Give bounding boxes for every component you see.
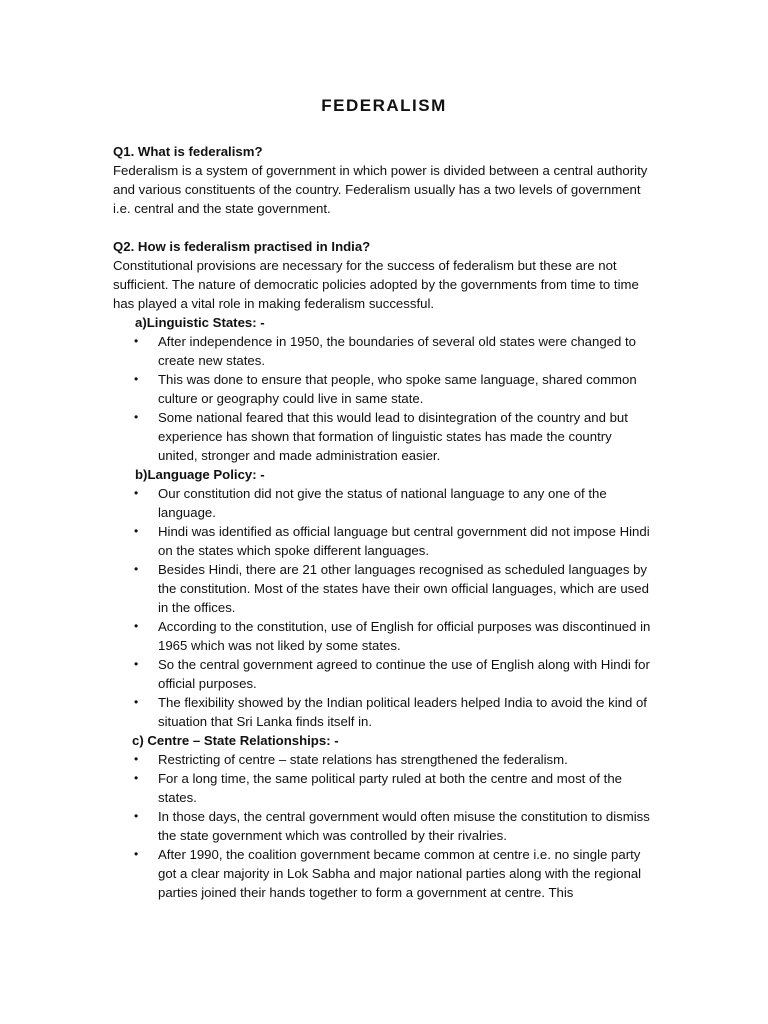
bullet-icon: • bbox=[134, 752, 139, 766]
list-item-text: For a long time, the same political party ruled at both the centre and most of the states. bbox=[158, 771, 623, 805]
bullet-icon: • bbox=[134, 334, 139, 348]
list-item-text: Some national feared that this would lead to disintegration of the country and but experience has shown that formation of linguistic states has made the country united, stronger and made administration easier. bbox=[158, 410, 628, 463]
list-item-text: This was done to ensure that people, who spoke same language, shared common culture or geography could live in same state. bbox=[158, 372, 637, 406]
list-item bbox=[113, 408, 653, 465]
document-body bbox=[113, 142, 653, 902]
question-2: Q2. How is federalism practised in India? bbox=[113, 239, 371, 254]
list-item bbox=[113, 750, 653, 769]
list-item bbox=[113, 332, 653, 370]
bullet-icon: • bbox=[134, 695, 139, 709]
list-item-text: After independence in 1950, the boundaries of several old states were changed to create new states. bbox=[158, 334, 637, 368]
bullet-icon: • bbox=[134, 619, 139, 633]
list-item-text: According to the constitution, use of English for official purposes was discontinued in 1965 which was not liked by some states. bbox=[158, 619, 651, 653]
question-1: Q1. What is federalism? bbox=[113, 144, 263, 159]
section-c-list bbox=[113, 750, 653, 902]
list-item bbox=[113, 617, 653, 655]
list-item-text: In those days, the central government would often misuse the constitution to dismiss the state government which was controlled by their rivalries. bbox=[158, 809, 650, 843]
list-item bbox=[113, 845, 653, 902]
answer-2-intro: Constitutional provisions are necessary for the success of federalism but these are not sufficient. The nature of democratic policies adopted by the governments from time to time has played a vital role in making federalism successful. bbox=[113, 258, 639, 311]
list-item bbox=[113, 769, 653, 807]
list-item-text: Besides Hindi, there are 21 other languages recognised as scheduled languages by the constitution. Most of the states have their own official languages, which are used in the offices. bbox=[158, 562, 649, 615]
section-a-heading: a)Linguistic States: - bbox=[135, 315, 265, 330]
page-title: FEDERALISM bbox=[321, 96, 447, 115]
list-item bbox=[113, 807, 653, 845]
list-item bbox=[113, 655, 653, 693]
answer-1: Federalism is a system of government in which power is divided between a central authority and various constituents of the country. Federalism usually has a two levels of government i.e. central and the state government. bbox=[113, 163, 648, 216]
bullet-icon: • bbox=[134, 486, 139, 500]
bullet-icon: • bbox=[134, 771, 139, 785]
paragraph-gap bbox=[113, 218, 653, 237]
section-b-list bbox=[113, 484, 653, 731]
list-item-text: Our constitution did not give the status of national language to any one of the language. bbox=[158, 486, 607, 520]
list-item-text: After 1990, the coalition government became common at centre i.e. no single party got a clear majority in Lok Sabha and major national parties along with the regional parties joined their hands together to form a government at centre. This bbox=[158, 847, 642, 900]
list-item bbox=[113, 484, 653, 522]
list-item-text: So the central government agreed to continue the use of English along with Hindi for official purposes. bbox=[158, 657, 650, 691]
list-item-text: Restricting of centre – state relations has strengthened the federalism. bbox=[158, 752, 568, 767]
list-item-text: The flexibility showed by the Indian political leaders helped India to avoid the kind of situation that Sri Lanka finds itself in. bbox=[158, 695, 647, 729]
section-c-heading: c) Centre – State Relationships: - bbox=[132, 733, 339, 748]
section-b-heading: b)Language Policy: - bbox=[135, 467, 265, 482]
bullet-icon: • bbox=[134, 809, 139, 823]
list-item-text: Hindi was identified as official language but central government did not impose Hindi on the states which spoke different languages. bbox=[158, 524, 650, 558]
bullet-icon: • bbox=[134, 372, 139, 386]
bullet-icon: • bbox=[134, 524, 139, 538]
bullet-icon: • bbox=[134, 562, 139, 576]
section-a-list bbox=[113, 332, 653, 465]
list-item bbox=[113, 560, 653, 617]
bullet-icon: • bbox=[134, 657, 139, 671]
list-item bbox=[113, 693, 653, 731]
bullet-icon: • bbox=[134, 410, 139, 424]
list-item bbox=[113, 370, 653, 408]
list-item bbox=[113, 522, 653, 560]
bullet-icon: • bbox=[134, 847, 139, 861]
